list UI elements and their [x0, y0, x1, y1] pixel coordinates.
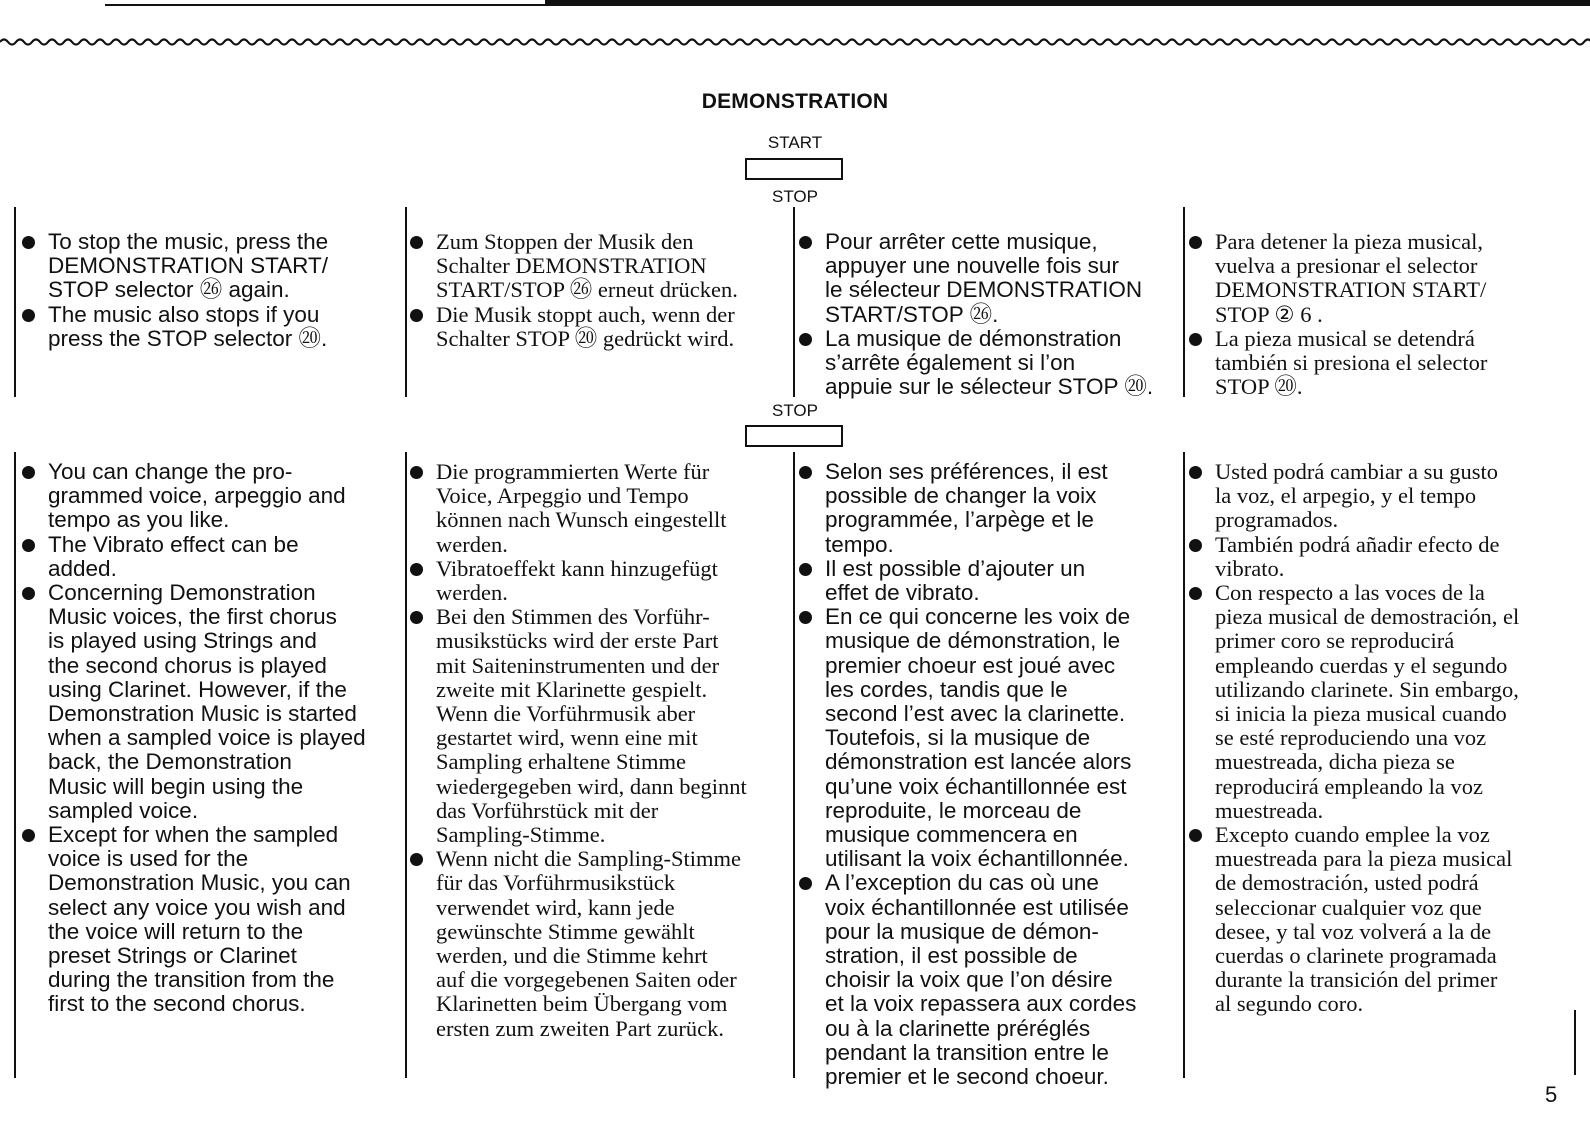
french-column-1 — [797, 230, 1182, 399]
stop-label-2: STOP — [772, 401, 818, 420]
english-column-1 — [20, 230, 400, 351]
list-item: The Vibrato effect can be added. — [20, 533, 400, 581]
column-divider — [793, 207, 795, 397]
column-divider — [1183, 452, 1185, 1078]
column-divider — [14, 207, 16, 397]
list-item: Pour arrêter cette musique, appuyer une nouvelle fois sur le sélecteur DEMONSTRATION START/STOP ㉖. — [797, 230, 1182, 327]
list-item: También podrá añadir efecto de vibrato. — [1187, 533, 1582, 581]
column-divider — [14, 452, 16, 1078]
list-item: Vibratoeffekt kann hinzugefügt werden. — [408, 557, 793, 605]
start-label: START — [767, 133, 823, 152]
list-item: La musique de démonstration s’arrête également si l’on appuie sur le sélecteur STOP ⑳. — [797, 327, 1182, 400]
list-item: Usted podrá cambiar a su gusto la voz, el arpegio, y el tempo programados. — [1187, 460, 1582, 533]
wavy-divider — [0, 34, 1590, 50]
list-item: Para detener la pieza musical, vuelva a presionar el selector DEMONSTRATION START/ STOP ② 6 . — [1187, 230, 1582, 327]
list-item: A l’exception du cas où une voix échantillonnée est utilisée pour la musique de démon- stration, il est possible de choisir la voix que l’on désire et la voix repassera aux cordes ou à la clarinette préréglés pendant la transition entre le premier et le second choeur. — [797, 871, 1182, 1089]
list-item: The music also stops if you press the STOP selector ⑳. — [20, 303, 400, 351]
stop-button-diagram — [745, 425, 843, 447]
spanish-column-1 — [1187, 230, 1582, 399]
top-rule — [0, 0, 1590, 6]
column-divider — [1183, 207, 1185, 397]
page-number: 5 — [1545, 1082, 1558, 1107]
german-column-2 — [408, 460, 793, 1041]
list-item: Concerning Demonstration Music voices, the first chorus is played using Strings and the second chorus is played using Clarinet. However, if the Demonstration Music is started when a sampled voice is played back, the Demonstration Music will begin using the sampled voice. — [20, 581, 400, 823]
french-column-2 — [797, 460, 1182, 1089]
start-stop-button-diagram — [745, 158, 843, 180]
german-column-1 — [408, 230, 793, 351]
list-item: En ce qui concerne les voix de musique de démonstration, le premier choeur est joué avec les cordes, tandis que le second l’est avec la clarinette. Toutefois, si la musique de démonstration est lancée alors qu’une voix échantillonnée est reproduite, le morceau de musique commencera en utilisant la voix échantillonnée. — [797, 605, 1182, 871]
column-divider — [405, 207, 407, 397]
list-item: To stop the music, press the DEMONSTRATION START/ STOP selector ㉖ again. — [20, 230, 400, 303]
english-column-2 — [20, 460, 400, 1017]
list-item: Selon ses préférences, il est possible de changer la voix programmée, l’arpège et le tempo. — [797, 460, 1182, 557]
page-title: DEMONSTRATION — [701, 90, 889, 113]
list-item: Bei den Stimmen des Vorführ- musikstücks wird der erste Part mit Saiteninstrumenten und der zweite mit Klarinette gespielt. Wenn die Vorführmusik aber gestartet wird, wenn eine mit Sampling erhaltene Stimme wiedergegeben wird, dann beginnt das Vorführstück mit der Sampling-Stimme. — [408, 605, 793, 847]
spanish-column-2 — [1187, 460, 1582, 1017]
edge-marker — [1574, 1010, 1576, 1075]
column-divider — [405, 452, 407, 1078]
list-item: Except for when the sampled voice is used for the Demonstration Music, you can select any voice you wish and the voice will return to the preset Strings or Clarinet during the transition from the first to the second chorus. — [20, 823, 400, 1017]
list-item: Wenn nicht die Sampling-Stimme für das Vorführmusikstück verwendet wird, kann jede gewünschte Stimme gewählt werden, und die Stimme kehrt auf die vorgegebenen Saiten oder Klarinetten beim Übergang vom ersten zum zweiten Part zurück. — [408, 847, 793, 1041]
list-item: You can change the pro- grammed voice, arpeggio and tempo as you like. — [20, 460, 400, 533]
stop-label: STOP — [772, 187, 818, 206]
list-item: Die Musik stoppt auch, wenn der Schalter STOP ⑳ gedrückt wird. — [408, 303, 793, 351]
list-item: La pieza musical se detendrá también si presiona el selector STOP ⑳. — [1187, 327, 1582, 400]
column-divider — [793, 452, 795, 1078]
list-item: Con respecto a las voces de la pieza musical de demostración, el primer coro se reproducirá empleando cuerdas y el segundo utilizando clarinete. Sin embargo, si inicia la pieza musical cuando se esté reproduciendo una voz muestreada, dicha pieza se reproducirá empleando la voz muestreada. — [1187, 581, 1582, 823]
list-item: Zum Stoppen der Musik den Schalter DEMONSTRATION START/STOP ㉖ erneut drücken. — [408, 230, 793, 303]
list-item: Die programmierten Werte für Voice, Arpeggio und Tempo können nach Wunsch eingestellt werden. — [408, 460, 793, 557]
list-item: Excepto cuando emplee la voz muestreada para la pieza musical de demostración, usted podrá seleccionar cualquier voz que desee, y tal voz volverá a la de cuerdas o clarinete programada durante la transición del primer al segundo coro. — [1187, 823, 1582, 1017]
list-item: Il est possible d’ajouter un effet de vibrato. — [797, 557, 1182, 605]
